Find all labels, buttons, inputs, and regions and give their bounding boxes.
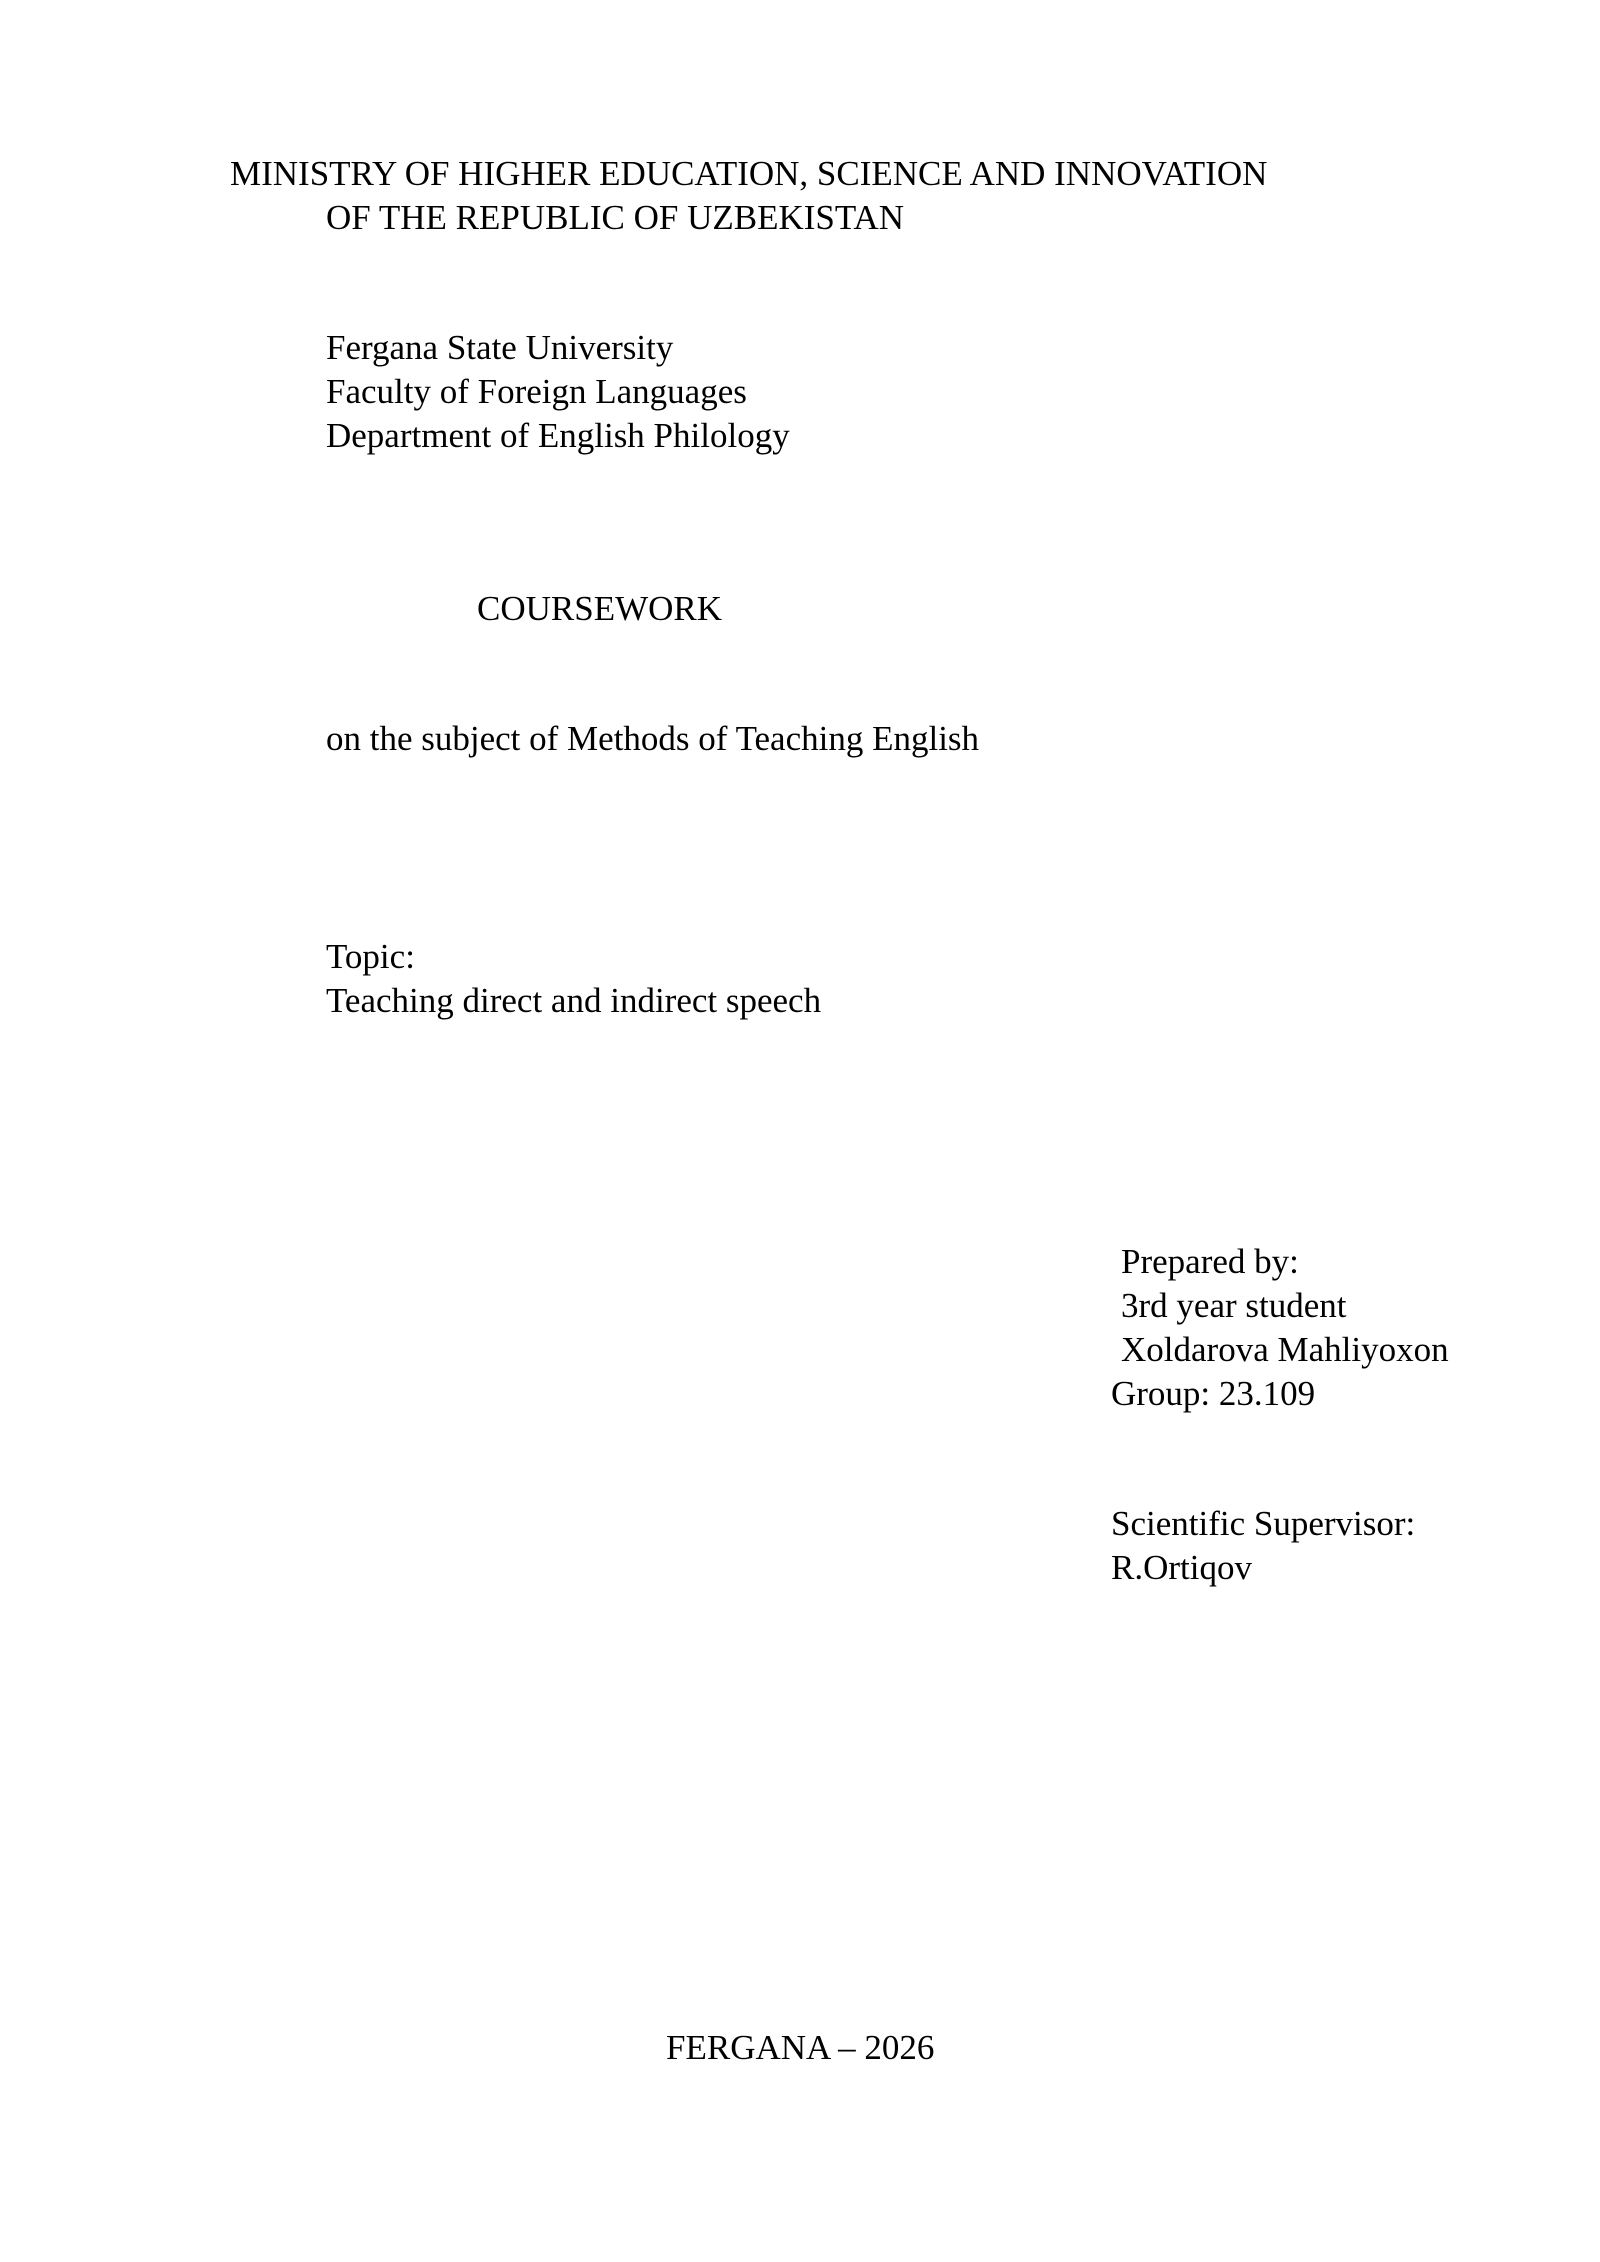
supervisor-name: R.Ortiqov (1111, 1548, 1252, 1587)
prepared-by-label: Prepared by: (1121, 1242, 1299, 1281)
student-year: 3rd year student (1121, 1286, 1347, 1325)
ministry-line-2: OF THE REPUBLIC OF UZBEKISTAN (326, 198, 904, 237)
supervisor-label: Scientific Supervisor: (1111, 1504, 1416, 1543)
faculty-name: Faculty of Foreign Languages (326, 372, 747, 411)
department-name: Department of English Philology (326, 416, 790, 455)
document-type: COURSEWORK (477, 589, 723, 628)
topic-label: Topic: (326, 937, 415, 976)
subject-line: on the subject of Methods of Teaching English (326, 719, 980, 758)
student-name: Xoldarova Mahliyoxon (1121, 1330, 1449, 1369)
ministry-line-1: MINISTRY OF HIGHER EDUCATION, SCIENCE AND INNOVATION (230, 154, 1268, 193)
topic-title: Teaching direct and indirect speech (326, 981, 822, 1020)
footer-city-year: FERGANA – 2026 (666, 2028, 935, 2067)
university-name: Fergana State University (326, 328, 674, 367)
student-group: Group: 23.109 (1111, 1374, 1316, 1413)
